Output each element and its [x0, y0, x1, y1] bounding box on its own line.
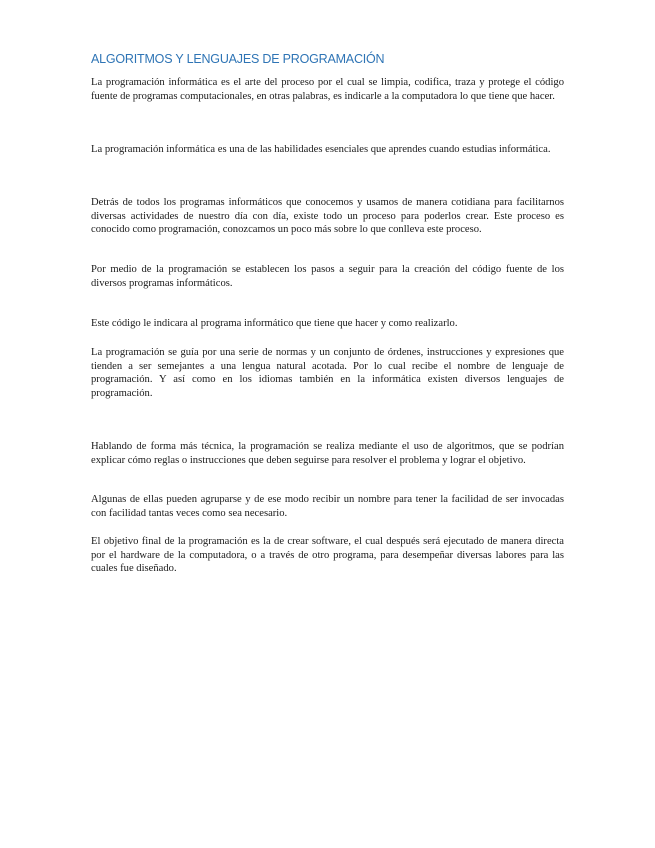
paragraph-1: La programación informática es el arte del proceso por el cual se limpia, codifica, traza y protege el código fuente de programas computacionales, en otras palabras, es indicarle a la computadora lo que tiene que hacer.: [91, 77, 564, 102]
paragraph-3: Detrás de todos los programas informáticos que conocemos y usamos de manera cotidiana para facilitarnos diversas actividades de nuestro día con día, existe todo un proceso para poderlos crear. Este proceso es conocido como programación, conozcamos un poco más sobre lo que conlleva este proceso.: [91, 197, 564, 235]
paragraph-2: La programación informática es una de las habilidades esenciales que aprendes cuando estudias informática.: [91, 144, 551, 155]
paragraph-8: Algunas de ellas pueden agruparse y de ese modo recibir un nombre para tener la facilidad de ser invocadas con facilidad tantas veces como sea necesario.: [91, 494, 564, 519]
paragraph-6: La programación se guía por una serie de normas y un conjunto de órdenes, instrucciones y expresiones que tienden a ser semejantes a una lengua natural acotada. Por lo cual recibe el nombre de lenguaje de programación. Y así como en los idiomas también en la informática existen diversos lenguajes de programación.: [91, 347, 564, 399]
paragraph-7: Hablando de forma más técnica, la programación se realiza mediante el uso de algoritmos, que se podrían explicar cómo reglas o instrucciones que deben seguirse para resolver el problema y lograr el objetivo.: [91, 441, 564, 466]
paragraph-9: El objetivo final de la programación es la de crear software, el cual después será ejecutado de manera directa por el hardware de la computadora, o a través de otro programa, para desempeñar diversas labores para las cuales fue diseñado.: [91, 536, 564, 574]
paragraph-4: Por medio de la programación se establecen los pasos a seguir para la creación del código fuente de los diversos programas informáticos.: [91, 264, 564, 289]
document-title: ALGORITMOS Y LENGUAJES DE PROGRAMACIÓN: [91, 52, 385, 66]
paragraph-5: Este código le indicara al programa informático que tiene que hacer y como realizarlo.: [91, 318, 458, 329]
